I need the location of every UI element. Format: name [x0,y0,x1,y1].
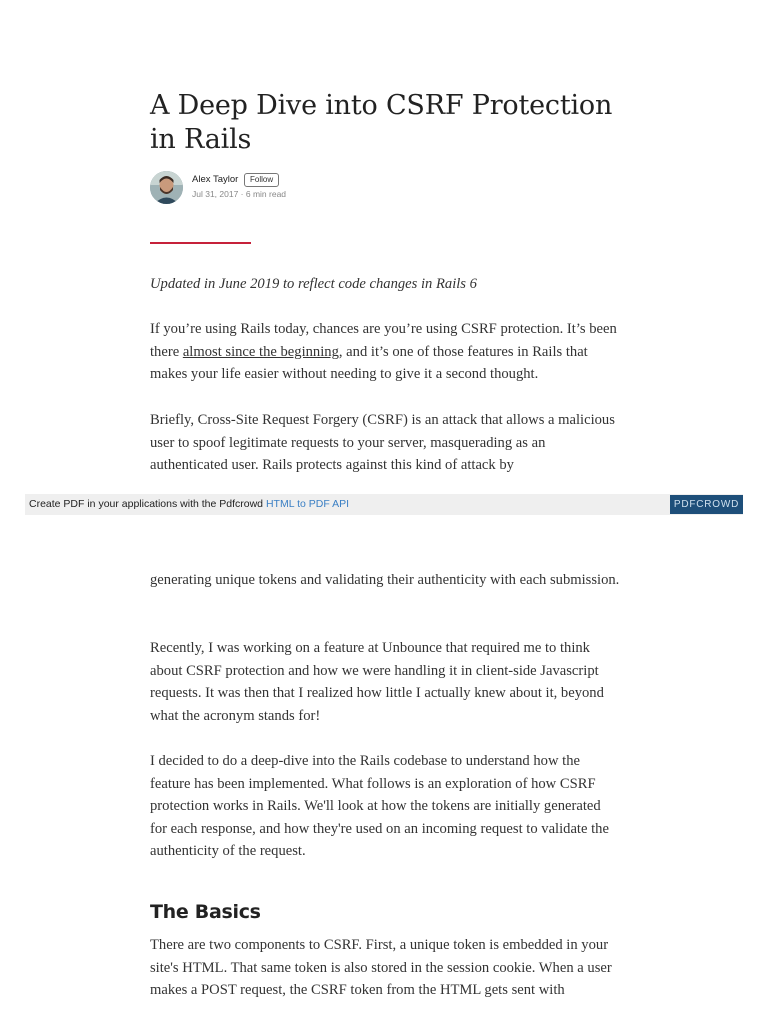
post-meta: Jul 31, 2017 · 6 min read [192,189,287,199]
article-title: A Deep Dive into CSRF Protection in Rails [150,90,613,155]
title-divider [150,242,251,244]
paragraph-2a-block [150,409,620,477]
avatar-image [150,171,183,204]
pdfcrowd-banner [25,494,743,515]
paragraph-1-end: , and it’s one of those features in Rails that makes your life easier without needing to give it a second thought. [150,343,588,383]
paragraph-1-start: If you’re using Rails today, chances are you’re using CSRF protection. It’s been there [150,321,617,360]
paragraph-4-block [150,750,620,863]
paragraph-3-block [150,637,620,727]
update-note [150,273,620,296]
author-name[interactable]: Alex Taylor [192,174,239,185]
pdfcrowd-badge[interactable]: PDFCROWD [670,495,743,514]
paragraph-2b-block [150,569,620,592]
author-block [150,171,450,207]
paragraph-5-block [150,934,620,1002]
update-note-text: Updated in June 2019 to reflect code changes in Rails 6 [150,276,477,292]
paragraph-4: I decided to do a deep-dive into the Rails codebase to understand how the feature has been implemented. What follows is an exploration of how CSRF protection works in Rails. We'll look at how the tokens are initially generated for each response, and how they're used on an incoming request to validate the authenticity of the request. [150,753,609,860]
paragraph-1 [150,318,620,386]
pdfcrowd-banner-text [29,494,349,515]
almost-since-beginning-link[interactable]: almost since the beginning [182,343,339,360]
follow-button[interactable]: Follow [244,173,279,187]
section-heading-basics: The Basics [150,901,261,923]
html-to-pdf-api-link[interactable]: HTML to PDF API [265,498,349,510]
pdfcrowd-banner-label: Create PDF in your applications with the Pdfcrowd [29,498,266,510]
paragraph-2-part-1: Briefly, Cross-Site Request Forgery (CSRF) is an attack that allows a malicious user to spoof legitimate requests to your server, masquerading as an authenticated user. Rails protects against this kind of attack by [150,412,615,474]
update-note-block [150,273,620,296]
paragraph-5: There are two components to CSRF. First, a unique token is embedded in your site's HTML. That same token is also stored in the session cookie. When a user makes a POST request, the CSRF token from the HTML gets sent with [150,937,612,999]
paragraph-1-block [150,318,620,386]
paragraph-2-part-2: generating unique tokens and validating their authenticity with each submission. [150,572,620,588]
author-avatar[interactable] [150,171,183,204]
paragraph-3: Recently, I was working on a feature at Unbounce that required me to think about CSRF protection and how we were handling it in client-side Javascript requests. It was then that I realized how little I actually knew about it, beyond what the acronym stands for! [150,640,604,724]
